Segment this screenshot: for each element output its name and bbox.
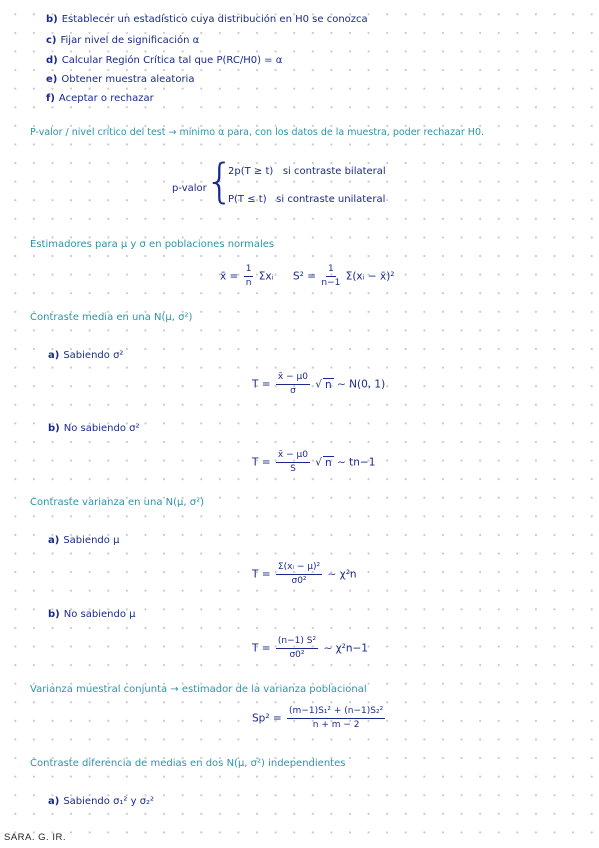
step-b-marker: b) <box>46 14 58 25</box>
xbar-num: 1 <box>244 264 254 277</box>
mean-b-num: x̄ − μ0 <box>276 450 310 463</box>
estimators-heading: Estimadores para μ y σ en poblaciones normales <box>30 239 275 250</box>
pvalue-case1-note: si contraste bilateral <box>282 166 386 177</box>
step-e-text: Obtener muestra aleatoria <box>61 74 195 85</box>
mean-b-lhs: T = <box>252 456 271 469</box>
mean-case-b-text: No sabiendo σ² <box>63 423 140 434</box>
variance-b-num: (n−1) S² <box>276 636 318 649</box>
step-c-text: Fijar nivel de significación α <box>60 35 200 46</box>
mean-case-a-marker: a) <box>48 350 60 361</box>
variance-case-a-marker: a) <box>48 535 60 546</box>
mean-case-a <box>48 349 123 362</box>
step-d <box>46 54 282 67</box>
mean-diff-case-a-marker: a) <box>48 796 60 807</box>
mean-case-b <box>48 422 139 435</box>
mean-b-root: n <box>324 456 332 469</box>
author-footer: SARA. G. IR. <box>4 832 66 843</box>
mean-diff-heading: Contraste diferencia de medias en dos N(μ, σ²) independientes <box>30 758 346 769</box>
variance-a-den: σ0² <box>291 576 307 586</box>
step-b-text: Establecer un estadístico cuya distribución en H0 se conozca <box>61 14 368 25</box>
variance-a-fraction <box>276 562 322 587</box>
mean-b-fraction <box>276 450 310 475</box>
mean-case-a-text: Sabiendo σ² <box>63 350 124 361</box>
s2-lhs: S² = <box>293 270 317 283</box>
xbar-sum: Σxᵢ <box>258 270 274 283</box>
variance-b-fraction <box>276 636 318 661</box>
variance-b-dist: ∼ χ²n−1 <box>323 642 368 655</box>
pooled-formula <box>252 706 387 731</box>
pvalue-label: p-valor <box>172 183 207 194</box>
step-f-marker: f) <box>46 93 55 104</box>
s2-fraction <box>321 264 340 289</box>
mean-a-den: σ <box>290 386 296 396</box>
pooled-lhs: Sp² = <box>252 712 282 725</box>
step-c-marker: c) <box>46 35 57 46</box>
s2-num: 1 <box>326 264 336 277</box>
variance-a-lhs: T = <box>252 568 271 581</box>
mean-a-num: x̄ − μ0 <box>276 372 310 385</box>
variance-b-lhs: T = <box>252 642 271 655</box>
variance-test-heading: Contraste varianza en una N(μ, σ²) <box>30 497 205 508</box>
variance-case-b-text: No sabiendo μ <box>63 609 136 620</box>
step-e-marker: e) <box>46 74 58 85</box>
variance-case-a <box>48 534 119 547</box>
s2-sum: Σ(xᵢ − x̄)² <box>345 270 395 283</box>
mean-test-heading: Contraste media en una N(μ, σ²) <box>30 312 193 323</box>
s2-den: n−1 <box>321 278 341 288</box>
pvalue-case2-note: si contraste unilateral <box>276 194 386 205</box>
pooled-num: (m−1)S₁² + (n−1)S₂² <box>287 706 385 719</box>
variance-b-den: σ0² <box>289 650 305 660</box>
pvalue-case1-expr: 2p(T ≥ t) <box>228 166 274 177</box>
pvalue-brace: { <box>205 154 235 208</box>
mean-b-dist: ∼ tn−1 <box>336 456 376 469</box>
mean-a-fraction <box>276 372 310 397</box>
step-f <box>46 92 154 105</box>
mean-diff-case-a-text: Sabiendo σ₁² y σ₂² <box>63 796 155 807</box>
variance-case-b-formula <box>252 636 368 661</box>
mean-a-lhs: T = <box>252 378 271 391</box>
mean-case-b-formula: T = $\frac{x̄ - \mu 0}{S}$ √ n ∼ tn−1 <box>252 450 376 474</box>
step-c <box>46 34 199 47</box>
variance-a-dist: ∼ χ²n <box>327 568 357 581</box>
xbar-fraction <box>244 264 254 289</box>
pvalue-case-bilateral <box>228 165 386 178</box>
mean-diff-case-a <box>48 795 154 808</box>
pooled-den: n + m − 2 <box>312 720 360 730</box>
pvalue-case2-expr: P(T ≤ t) <box>228 194 267 205</box>
mean-case-b-marker: b) <box>48 423 60 434</box>
s2-formula <box>293 264 395 289</box>
xbar-lhs: x̄ = <box>220 270 239 283</box>
variance-case-b-marker: b) <box>48 609 60 620</box>
step-d-marker: d) <box>46 55 58 66</box>
pvalue-case-unilateral <box>228 193 385 206</box>
variance-case-a-text: Sabiendo μ <box>63 535 120 546</box>
mean-case-a-formula: T = $\frac{x̄ - \mu 0}{\sigma}$ √ n ∼ N(0, 1) <box>252 372 386 396</box>
variance-a-num: Σ(xᵢ − μ)² <box>276 562 322 575</box>
step-f-text: Aceptar o rechazar <box>58 93 154 104</box>
pooled-fraction <box>287 706 385 731</box>
xbar-den: n <box>245 278 252 288</box>
variance-case-a-formula <box>252 562 357 587</box>
step-e <box>46 73 194 86</box>
step-d-text: Calcular Región Crítica tal que P(RC/H0) = α <box>61 55 283 66</box>
mean-b-den: S <box>290 464 296 474</box>
mean-a-root: n <box>324 378 332 391</box>
pvalue-definition: P-valor / nivel crítico del test → mínimo α para, con los datos de la muestra, poder rechazar H0. <box>30 127 485 138</box>
xbar-formula <box>220 264 274 289</box>
variance-case-b <box>48 608 135 621</box>
step-b <box>46 13 368 26</box>
mean-a-dist: ∼ N(0, 1) <box>336 378 386 391</box>
pooled-heading: Varianza muestral conjunta → estimador de la varianza poblacional <box>30 684 367 695</box>
